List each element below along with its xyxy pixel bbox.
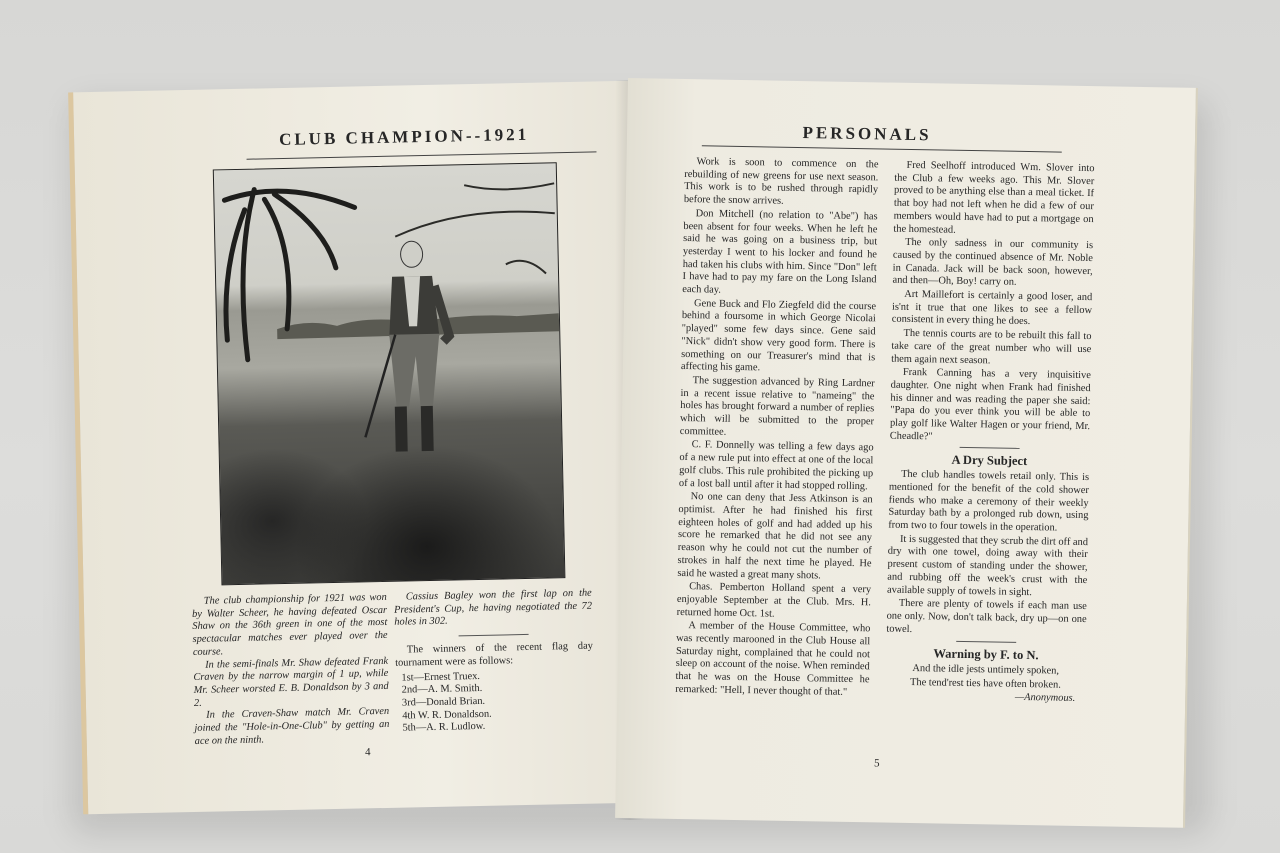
- dry-subject-paragraph: It is suggested that they scrub the dirt off and dry with one towel, doing away with their present custom of standing under the shower, and rubbing off the week's crust with the available supply of towels in sight.: [887, 533, 1089, 598]
- personal-item: Frank Canning has a very inquisitive daughter. One night when Frank had finished his dinner and was reading the paper she said: "Papa do you ever think you will be able to play golf like Walter Hagen or your friend, Mr. Cheadle?": [889, 367, 1091, 443]
- caption-presidents-cup: [394, 588, 595, 736]
- poem-line: And the idle jests untimely spoken,: [912, 663, 1060, 677]
- warning-heading: Warning by F. to N.: [933, 646, 1039, 663]
- winner-item: 5th—A. R. Ludlow.: [402, 721, 486, 734]
- poem-line: The tend'rest ties have often broken.: [910, 676, 1061, 691]
- personal-item: Don Mitchell (no relation to "Abe") has been absent for four weeks. When he left he said he was going on a business trip, but yesterday I went to his locker and found he had taken his clubs with him. Since "Don" left I have had to pay my fare on the Long Island each day.: [682, 208, 878, 296]
- section-divider: [956, 641, 1016, 643]
- winner-item: 1st—Ernest Truex.: [401, 670, 481, 684]
- dry-subject-paragraph: The club handles towels retail only. This is mentioned for the benefit of the cold shower fiends who make a ceremony of their weekly Saturday bath by a prolonged rub down, using from two to four towels in the operation.: [888, 468, 1090, 534]
- right-page-title: PERSONALS: [802, 123, 932, 145]
- section-divider: [960, 447, 1020, 449]
- caption-paragraph: In the semi-finals Mr. Shaw defeated Frank Craven by the narrow margin of 1 up, while Mr. Scheer worsted E. B. Donaldson by 3 and 2.: [193, 655, 389, 709]
- title-rule: [702, 145, 1062, 152]
- flag-day-winners-list: [395, 668, 594, 736]
- left-page-title: CLUB CHAMPION--1921: [278, 124, 530, 150]
- champion-photograph: [213, 162, 566, 585]
- caption-paragraph: The club championship for 1921 was won by Walter Scheer, he having defeated Oscar Shaw on the 36th green in one of the most spectacular matches ever played over the course.: [191, 591, 388, 658]
- presidents-cup-text: Cassius Bagley won the first lap on the President's Cup, he having negotiated the 72 holes in 302.: [393, 587, 593, 629]
- personal-item: Gene Buck and Flo Ziegfeld did the course behind a foursome in which George Nicolai "played" some few days since. Gene said "Nick" didn't show very good form. There is something on our Treasurer's mind that is affecting his game.: [680, 297, 877, 374]
- right-page: [615, 78, 1198, 828]
- caption-championship: [192, 592, 390, 748]
- title-rule: [247, 151, 597, 159]
- left-page: [68, 80, 678, 814]
- personals-column-2: [885, 160, 1094, 707]
- caption-divider: [459, 634, 529, 636]
- personal-item: Art Maillefort is certainly a good loser, and is'nt it true that one likes to see a fellow consistent in every thing he does.: [891, 288, 1093, 328]
- winner-item: 2nd—A. M. Smith.: [401, 683, 483, 696]
- personal-item: Work is soon to commence on the rebuilding of new greens for use next season. This work is to be rushed through rapidly before the snow arrives.: [683, 156, 879, 207]
- winner-item: 3rd—Donald Brian.: [401, 695, 486, 709]
- personal-item: A member of the House Committee, who was recently marooned in the Club House all Saturday night, complained that he could not sleep on account of the noise. When reminded that he was on the House Committee he remarked: "Hell, I never thought of that.": [675, 620, 871, 698]
- page-number-left: 4: [364, 746, 371, 759]
- caption-paragraph: In the Craven-Shaw match Mr. Craven joined the "Hole-in-One-Club" by getting an ace on the ninth.: [194, 706, 390, 747]
- golfer-photo-illustration: [214, 163, 565, 584]
- personals-column-1: [675, 156, 878, 701]
- winner-item: 4th W. R. Donaldson.: [402, 708, 492, 722]
- dry-subject-heading: A Dry Subject: [951, 453, 1028, 469]
- page-number-right: 5: [873, 757, 880, 770]
- personal-item: Fred Seelhoff introduced Wm. Slover into the Club a few weeks ago. This Mr. Slover proved to be anything else than a meal ticket. If that boy had not left when he did a few of our members would have had to put a mortgage on the homestead.: [893, 159, 1095, 236]
- dry-subject-paragraph: There are plenty of towels if each man use one only. Now, don't talk back, dry up—on one towel.: [886, 598, 1087, 635]
- personal-item: C. F. Donnelly was telling a few days ago of a new rule put into effect at one of the local golf clubs. This rule prohibited the picking up of a lost ball until after it had stopped rolling.: [678, 439, 874, 492]
- poem-attribution: —Anonymous.: [1014, 692, 1076, 705]
- flag-day-intro: The winners of the recent flag day tournament were as follows:: [395, 640, 593, 669]
- personal-item: The suggestion advanced by Ring Lardner in a recent issue relative to "nameing" the holes has brought forward a number of replies which will be submitted to the proper committee.: [679, 375, 875, 438]
- personal-item: The tennis courts are to be rebuilt this fall to take care of the great number who will use them again next season.: [891, 327, 1092, 366]
- personal-item: The only sadness in our community is caused by the continued absence of Mr. Noble in Canada. Jack will be back soon, however, and then—Oh, Boy! carry on.: [892, 237, 1094, 289]
- personal-item: Chas. Pemberton Holland spent a very enjoyable September at the Club. Mrs. H. returned home Oct. 1st.: [676, 581, 872, 620]
- personal-item: No one can deny that Jess Atkinson is an optimist. After he had finished his first eighteen holes of golf and had added up his score he remarked that he did not see any reason why he could not cut the number of strokes in half the next time he played. He said he wasted a great many shots.: [677, 491, 873, 581]
